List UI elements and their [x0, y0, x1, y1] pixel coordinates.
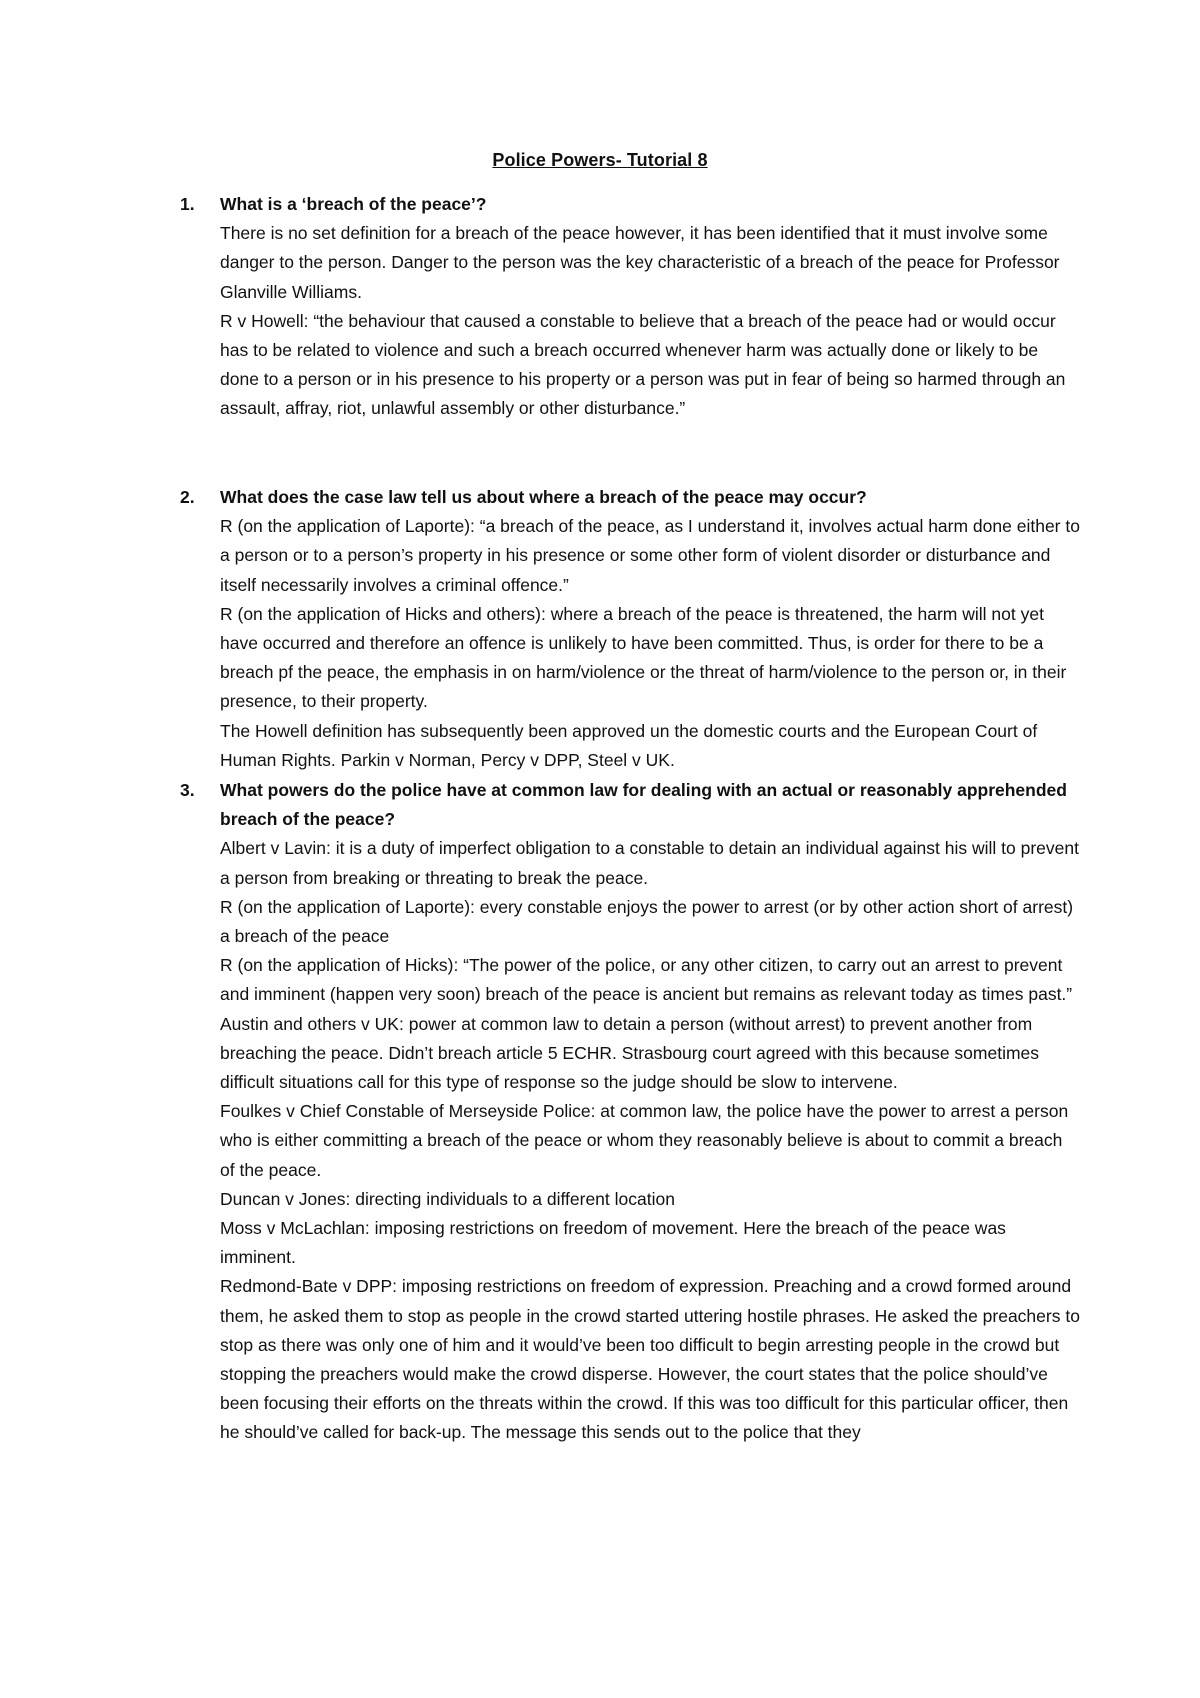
answer-paragraph: Redmond-Bate v DPP: imposing restrictions on freedom of expression. Preaching and a crowd formed around them, he asked them to stop as people in the crowd started uttering hostile phrases. He asked the preachers to stop as there was only one of him and it would’ve been too difficult to begin arresting people in the crowd but stopping the preachers would make the crowd disperse. However, the court states that the police should’ve been focusing their efforts on the threats within the crowd. If this was too difficult for this particular officer, then he should’ve called for back-up. The message this sends out to the police that they [220, 1276, 1080, 1443]
answer-paragraph: Albert v Lavin: it is a duty of imperfect obligation to a constable to detain an individual against his will to prevent a person from breaking or threating to break the peace. [220, 838, 1079, 888]
question-body [220, 190, 1080, 424]
answer-paragraph: R (on the application of Hicks and others): where a breach of the peace is threatened, the harm will not yet have occurred and therefore an offence is unlikely to have been committed. Thus, is order for there to be a breach pf the peace, the emphasis in on harm/violence or the threat of harm/violence to the person or, in their presence, to their property. [220, 603, 1067, 712]
question-body [220, 483, 1080, 775]
question-3 [180, 776, 1080, 1448]
document-title: Police Powers- Tutorial 8 [492, 150, 708, 170]
answer-paragraph: R (on the application of Laporte): every constable enjoys the power to arrest (or by other action short of arrest) a breach of the peace [220, 896, 1074, 947]
answer-paragraph: R (on the application of Laporte): “a breach of the peace, as I understand it, involves actual harm done either to a person or to a person’s property in his presence or some other form of violent disorder or disturbance and itself necessarily involves a criminal offence.” [220, 516, 1080, 595]
answer-paragraph: Austin and others v UK: power at common law to detain a person (without arrest) to prevent another from breaching the peace. Didn’t breach article 5 ECHR. Strasbourg court agreed with this because sometimes difficult situations call for this type of response so the judge should be slow to intervene. [220, 1013, 1040, 1093]
answer-paragraph: There is no set definition for a breach of the peace however, it has been identified that it must involve some danger to the person. Danger to the person was the key characteristic of a breach of the peace for Professor Glanville Williams. [220, 223, 1060, 302]
answer-paragraph: R v Howell: “the behaviour that caused a constable to believe that a breach of the peace had or would occur has to be related to violence and such a breach occurred whenever harm was actually done or likely to be done to a person or in his presence to his property or a person was put in fear of being so harmed through an assault, affray, riot, unlawful assembly or other disturbance.” [220, 310, 1066, 419]
question-heading: What is a ‘breach of the peace’? [220, 194, 487, 214]
question-heading: What powers do the police have at common law for dealing with an actual or reasonably apprehended breach of the peace? [220, 780, 1067, 830]
answer-paragraph: Moss v McLachlan: imposing restrictions on freedom of movement. Here the breach of the peace was imminent. [220, 1218, 1006, 1268]
question-number: 2. [180, 487, 195, 507]
answer-paragraph: The Howell definition has subsequently been approved un the domestic courts and the European Court of Human Rights. Parkin v Norman, Percy v DPP, Steel v UK. [220, 720, 1038, 770]
question-number: 3. [180, 780, 195, 800]
question-heading: What does the case law tell us about where a breach of the peace may occur? [220, 487, 867, 507]
question-number: 1. [180, 194, 195, 214]
question-2 [180, 483, 1080, 775]
question-body [220, 776, 1080, 1448]
question-1 [180, 190, 1080, 424]
answer-paragraph: Foulkes v Chief Constable of Merseyside Police: at common law, the police have the power to arrest a person who is either committing a breach of the peace or whom they reasonably believe is about to commit a breach of the peace. [220, 1101, 1069, 1180]
answer-paragraph: Duncan v Jones: directing individuals to a different location [220, 1188, 675, 1209]
answer-paragraph: R (on the application of Hicks): “The power of the police, or any other citizen, to carry out an arrest to prevent and imminent (happen very soon) breach of the peace is ancient but remains as relevant today as times past.” [220, 955, 1073, 1005]
